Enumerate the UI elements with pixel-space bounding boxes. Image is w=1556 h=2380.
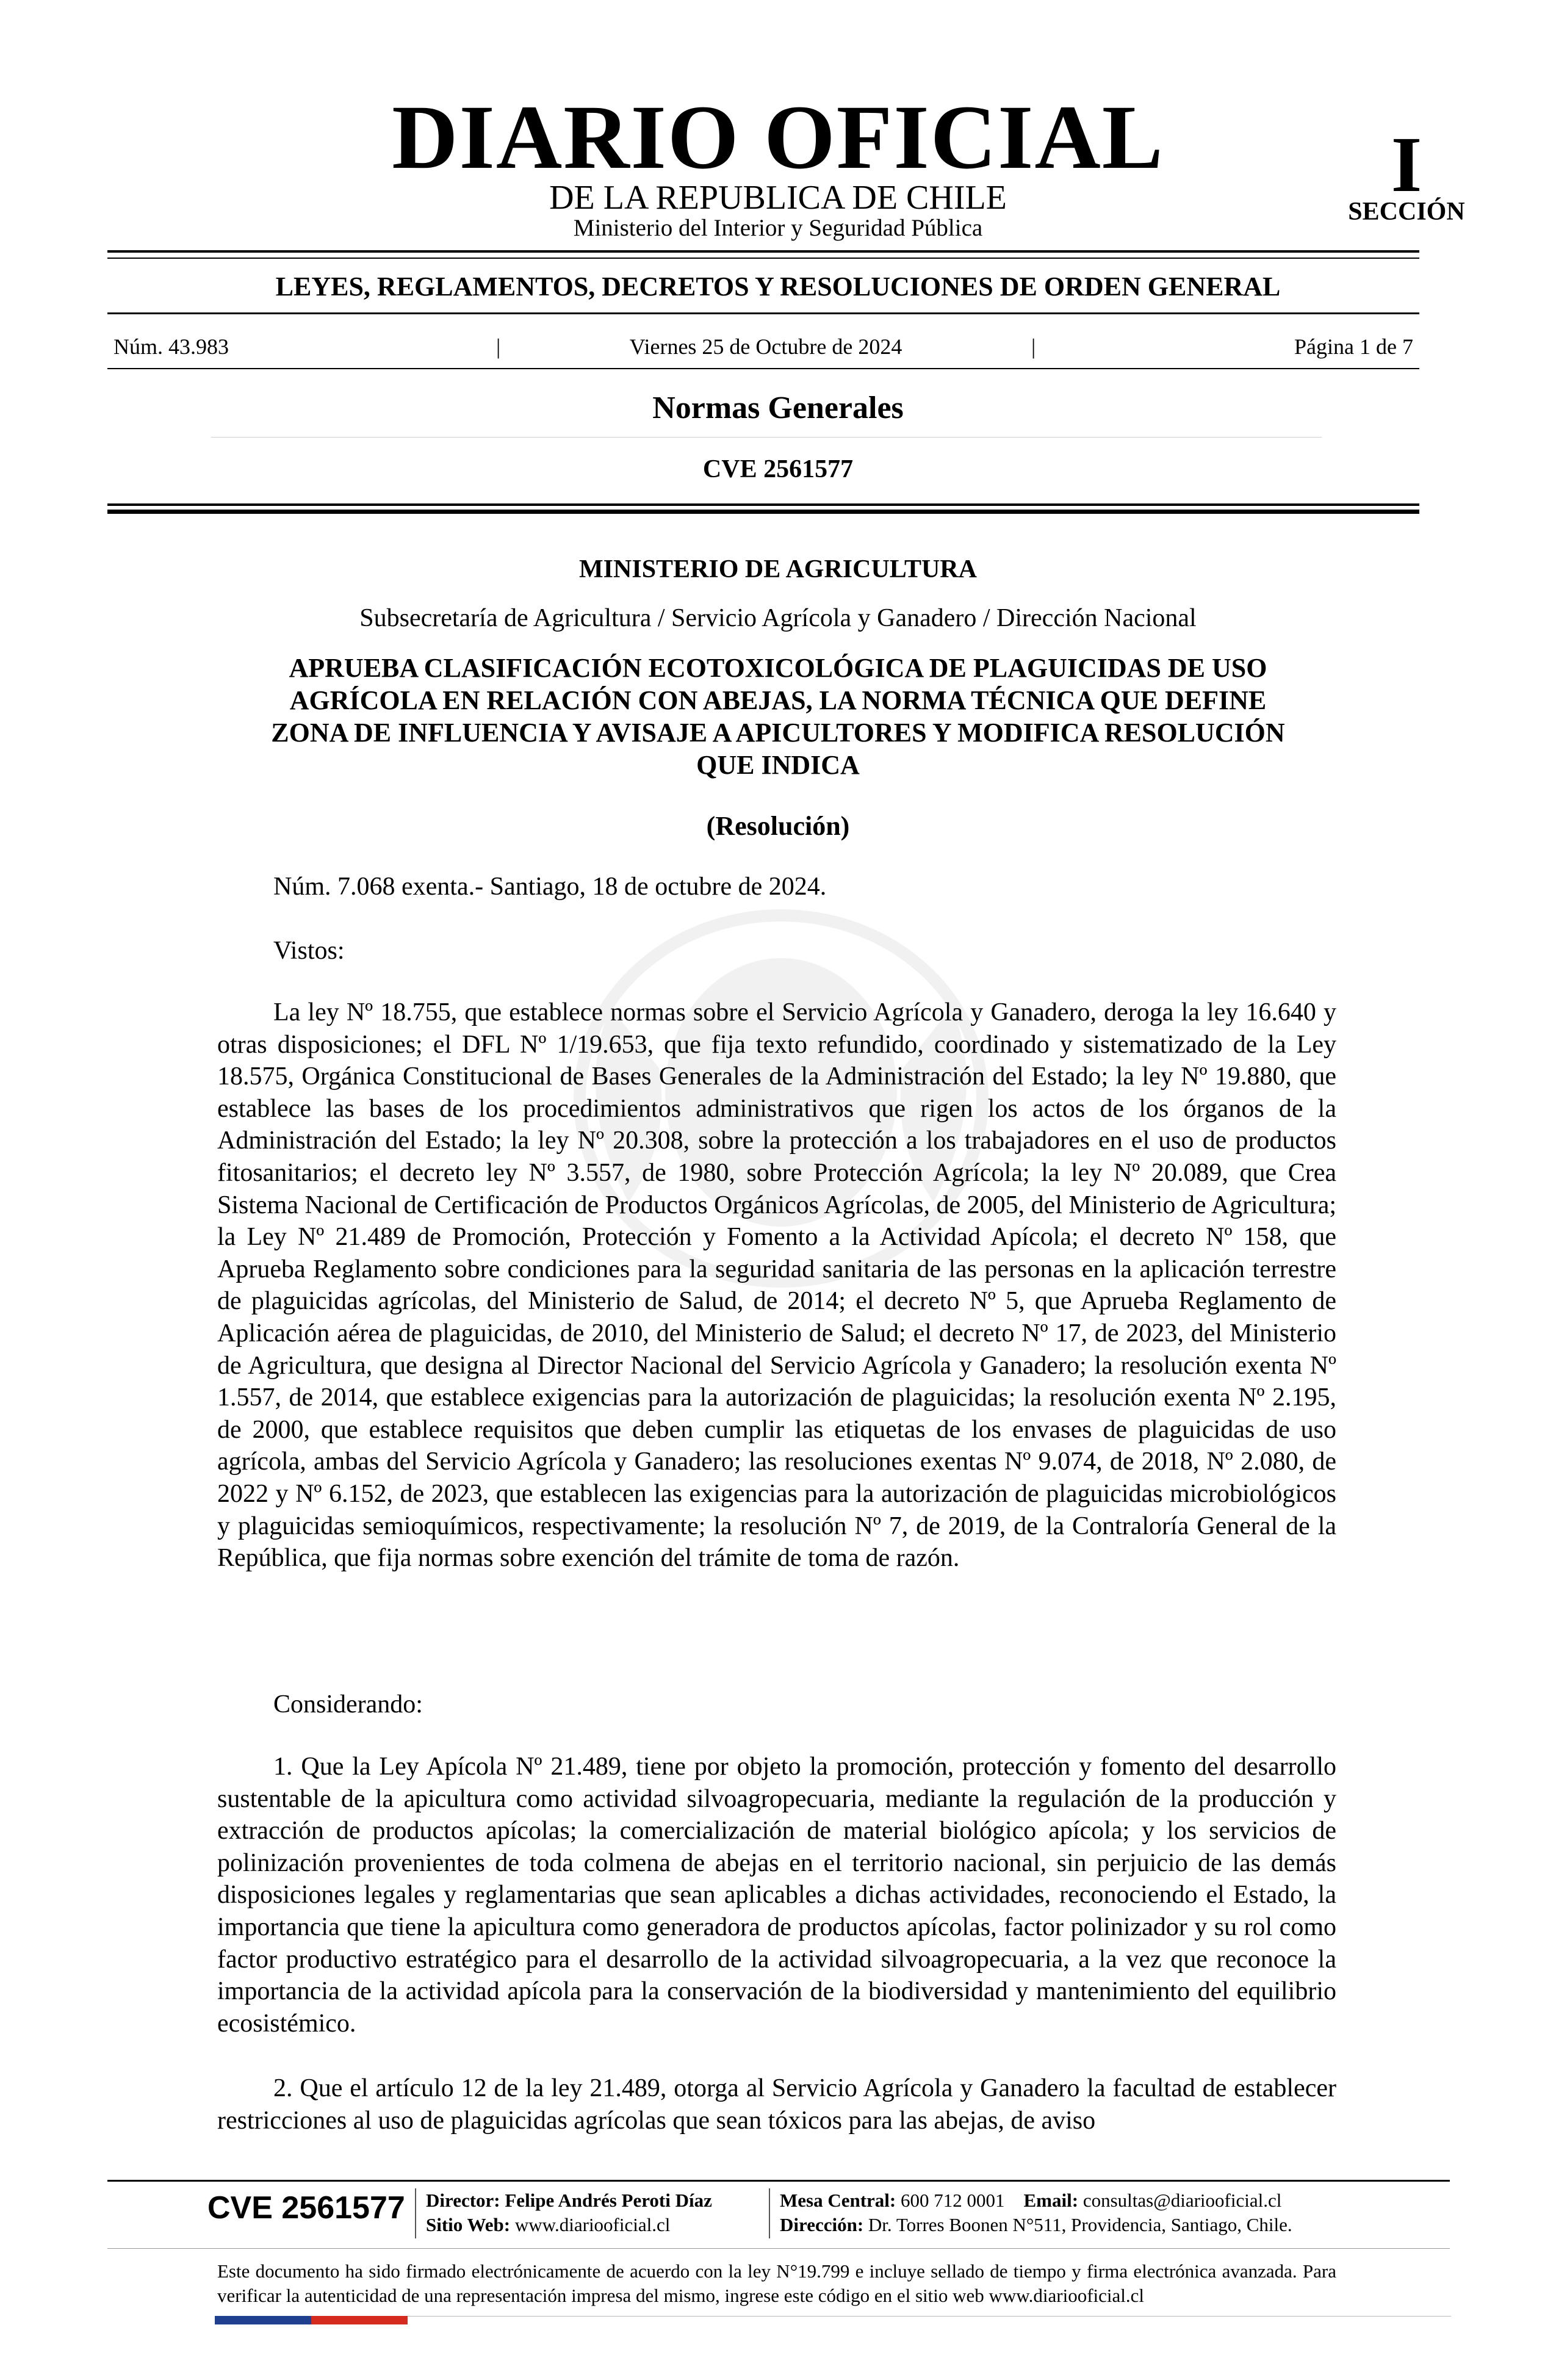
subsecretaria: Subsecretaría de Agricultura / Servicio Agrícola y Ganadero / Dirección Nacional <box>359 604 1197 632</box>
footer-address: Dirección: Dr. Torres Boonen N°511, Providencia, Santiago, Chile. <box>780 2214 1292 2235</box>
section-label: SECCIÓN <box>1348 198 1465 226</box>
category-heading: Normas Generales <box>652 391 904 425</box>
section-title: LEYES, REGLAMENTOS, DECRETOS Y RESOLUCIONES DE ORDEN GENERAL <box>275 272 1281 301</box>
masthead-ministry: Ministerio del Interior y Seguridad Pública <box>573 215 983 241</box>
resolution-title-line: QUE INDICA <box>696 750 860 780</box>
category-underline <box>211 437 1322 438</box>
considerando-heading: Considerando: <box>273 1690 423 1718</box>
considerando-paragraph-2: 2. Que el artículo 12 de la ley 21.489, otorga al Servicio Agrícola y Ganadero la facultad de establecer restricciones al uso de plaguicidas agrícolas que sean tóxicos para las abejas, de aviso <box>217 2074 1336 2135</box>
meta-separator-1: | <box>496 334 501 359</box>
page-indicator: Página 1 de 7 <box>1294 334 1413 359</box>
meta-separator-2: | <box>1031 334 1036 359</box>
footer-cve: CVE 2561577 <box>207 2190 405 2226</box>
section-number: I <box>1391 121 1422 209</box>
masthead-rule-top <box>107 250 1419 253</box>
meta-rule <box>107 368 1419 369</box>
footer-contact-block <box>780 2188 1292 2237</box>
masthead-rule-thin <box>107 258 1419 259</box>
masthead-title: DIARIO OFICIAL <box>392 87 1164 188</box>
resolution-title-line: ZONA DE INFLUENCIA Y AVISAJE A APICULTORES Y MODIFICA RESOLUCIÓN <box>271 718 1285 748</box>
section-rule <box>107 312 1419 314</box>
resolution-title <box>207 652 1349 781</box>
ministry-name: MINISTERIO DE AGRICULTURA <box>579 555 977 583</box>
footer-phone-email: Mesa Central: 600 712 0001 Email: consultas@diariooficial.cl <box>780 2190 1282 2211</box>
vistos-paragraph: La ley Nº 18.755, que establece normas sobre el Servicio Agrícola y Ganadero, deroga la ley 16.640 y otras disposiciones; el DFL Nº 1/19.653, que fija texto refundido, coordinado y sistematizado de la Ley 18.575, Orgánica Constitucional de Bases Generales de la Administración del Estado; la ley Nº 19.880, que establece las bases de los procedimientos administrativos que rigen los actos de los órganos de la Administración del Estado; la ley Nº 20.308, sobre la protección a los trabajadores en el uso de productos fitosanitarios; el decreto ley Nº 3.557, de 1980, sobre Protección Agrícola; la ley Nº 20.089, que Crea Sistema Nacional de Certificación de Productos Orgánicos Agrícolas, de 2005, del Ministerio de Agricultura; la Ley Nº 21.489 de Promoción, Protección y Fomento a la Actividad Apícola; el decreto Nº 158, que Aprueba Reglamento sobre condiciones para la seguridad sanitaria de las personas en la aplicación terrestre de plaguicidas agrícolas, del Ministerio de Salud, de 2014; el decreto Nº 5, que Aprueba Reglamento de Aplicación aérea de plaguicidas, de 2010, del Ministerio de Salud; el decreto Nº 17, de 2023, del Ministerio de Agricultura, que designa al Director Nacional del Servicio Agrícola y Ganadero; la resolución exenta Nº 1.557, de 2014, que establece exigencias para la autorización de plaguicidas; la resolución exenta Nº 2.195, de 2000, que establece requisitos que deben cumplir las etiquetas de los envases de plaguicidas de uso agrícola, ambas del Servicio Agrícola y Ganadero; las resoluciones exentas Nº 9.074, de 2018, Nº 2.080, de 2022 y Nº 6.152, de 2023, que establecen las exigencias para la autorización de plaguicidas microbiológicos y plaguicidas semioquímicos, respectivamente; la resolución Nº 7, de 2019, de la Contraloría General de la República, que fija normas sobre exención del trámite de toma de razón. <box>217 998 1336 1573</box>
considerando-paragraph-1: 1. Que la Ley Apícola Nº 21.489, tiene por objeto la promoción, protección y fomento del desarrollo sustentable de la apicultura como actividad silvoagropecuaria, mediante la regulación de la producción y extracción de productos apícolas; la comercialización de material biológico apícola; y los servicios de polinización provenientes de toda colmena de abejas en el territorio nacional, sin perjuicio de las demás disposiciones legales y reglamentarias que sean aplicables a dichas actividades, reconociendo el Estado, la importancia que tiene la apicultura como generadora de productos apícolas, factor polinizador y su rol como factor productivo estratégico para el desarrollo de la actividad silvoagropecuaria, a la vez que reconoce la importancia de la actividad apícola para la conservación de la biodiversidad y mantenimiento del equilibrio ecosistémico. <box>217 1753 1336 2038</box>
footer-website: Sitio Web: www.diariooficial.cl <box>426 2214 671 2235</box>
header-rule-thick <box>107 503 1419 506</box>
footer-rule-mid <box>107 2248 1450 2249</box>
issue-number: Núm. 43.983 <box>113 334 229 359</box>
footer-rule-top <box>107 2180 1450 2182</box>
footer-signature-notice: Este documento ha sido firmado electrónicamente de acuerdo con la ley N°19.799 e incluye sellado de tiempo y firma electrónica avanzada. Para verificar la autenticidad de una representación impresa del mismo, ingrese este código en el sitio web www.diariooficial.cl <box>217 2260 1336 2306</box>
resolution-title-line: APRUEBA CLASIFICACIÓN ECOTOXICOLÓGICA DE PLAGUICIDAS DE USO <box>289 653 1267 683</box>
resolution-type-label: (Resolución) <box>706 811 850 841</box>
footer-divider-2 <box>769 2188 770 2238</box>
footer-divider-1 <box>415 2188 416 2238</box>
resolution-number: Núm. 7.068 exenta.- Santiago, 18 de octubre de 2024. <box>273 873 827 901</box>
cve-code: CVE 2561577 <box>702 455 854 483</box>
flag-stripe-blue <box>215 2316 311 2324</box>
masthead-subtitle: DE LA REPUBLICA DE CHILE <box>549 179 1007 217</box>
resolution-title-line: AGRÍCOLA EN RELACIÓN CON ABEJAS, LA NORMA TÉCNICA QUE DEFINE <box>289 685 1267 715</box>
issue-date: Viernes 25 de Octubre de 2024 <box>629 334 902 359</box>
footer-director: Director: Felipe Andrés Peroti Díaz <box>426 2190 712 2211</box>
header-rule-double <box>107 510 1419 514</box>
footer-director-block <box>426 2188 712 2237</box>
vistos-heading: Vistos: <box>273 937 345 965</box>
flag-stripe-red <box>311 2316 408 2324</box>
footer-rule-bottom <box>408 2316 1451 2317</box>
